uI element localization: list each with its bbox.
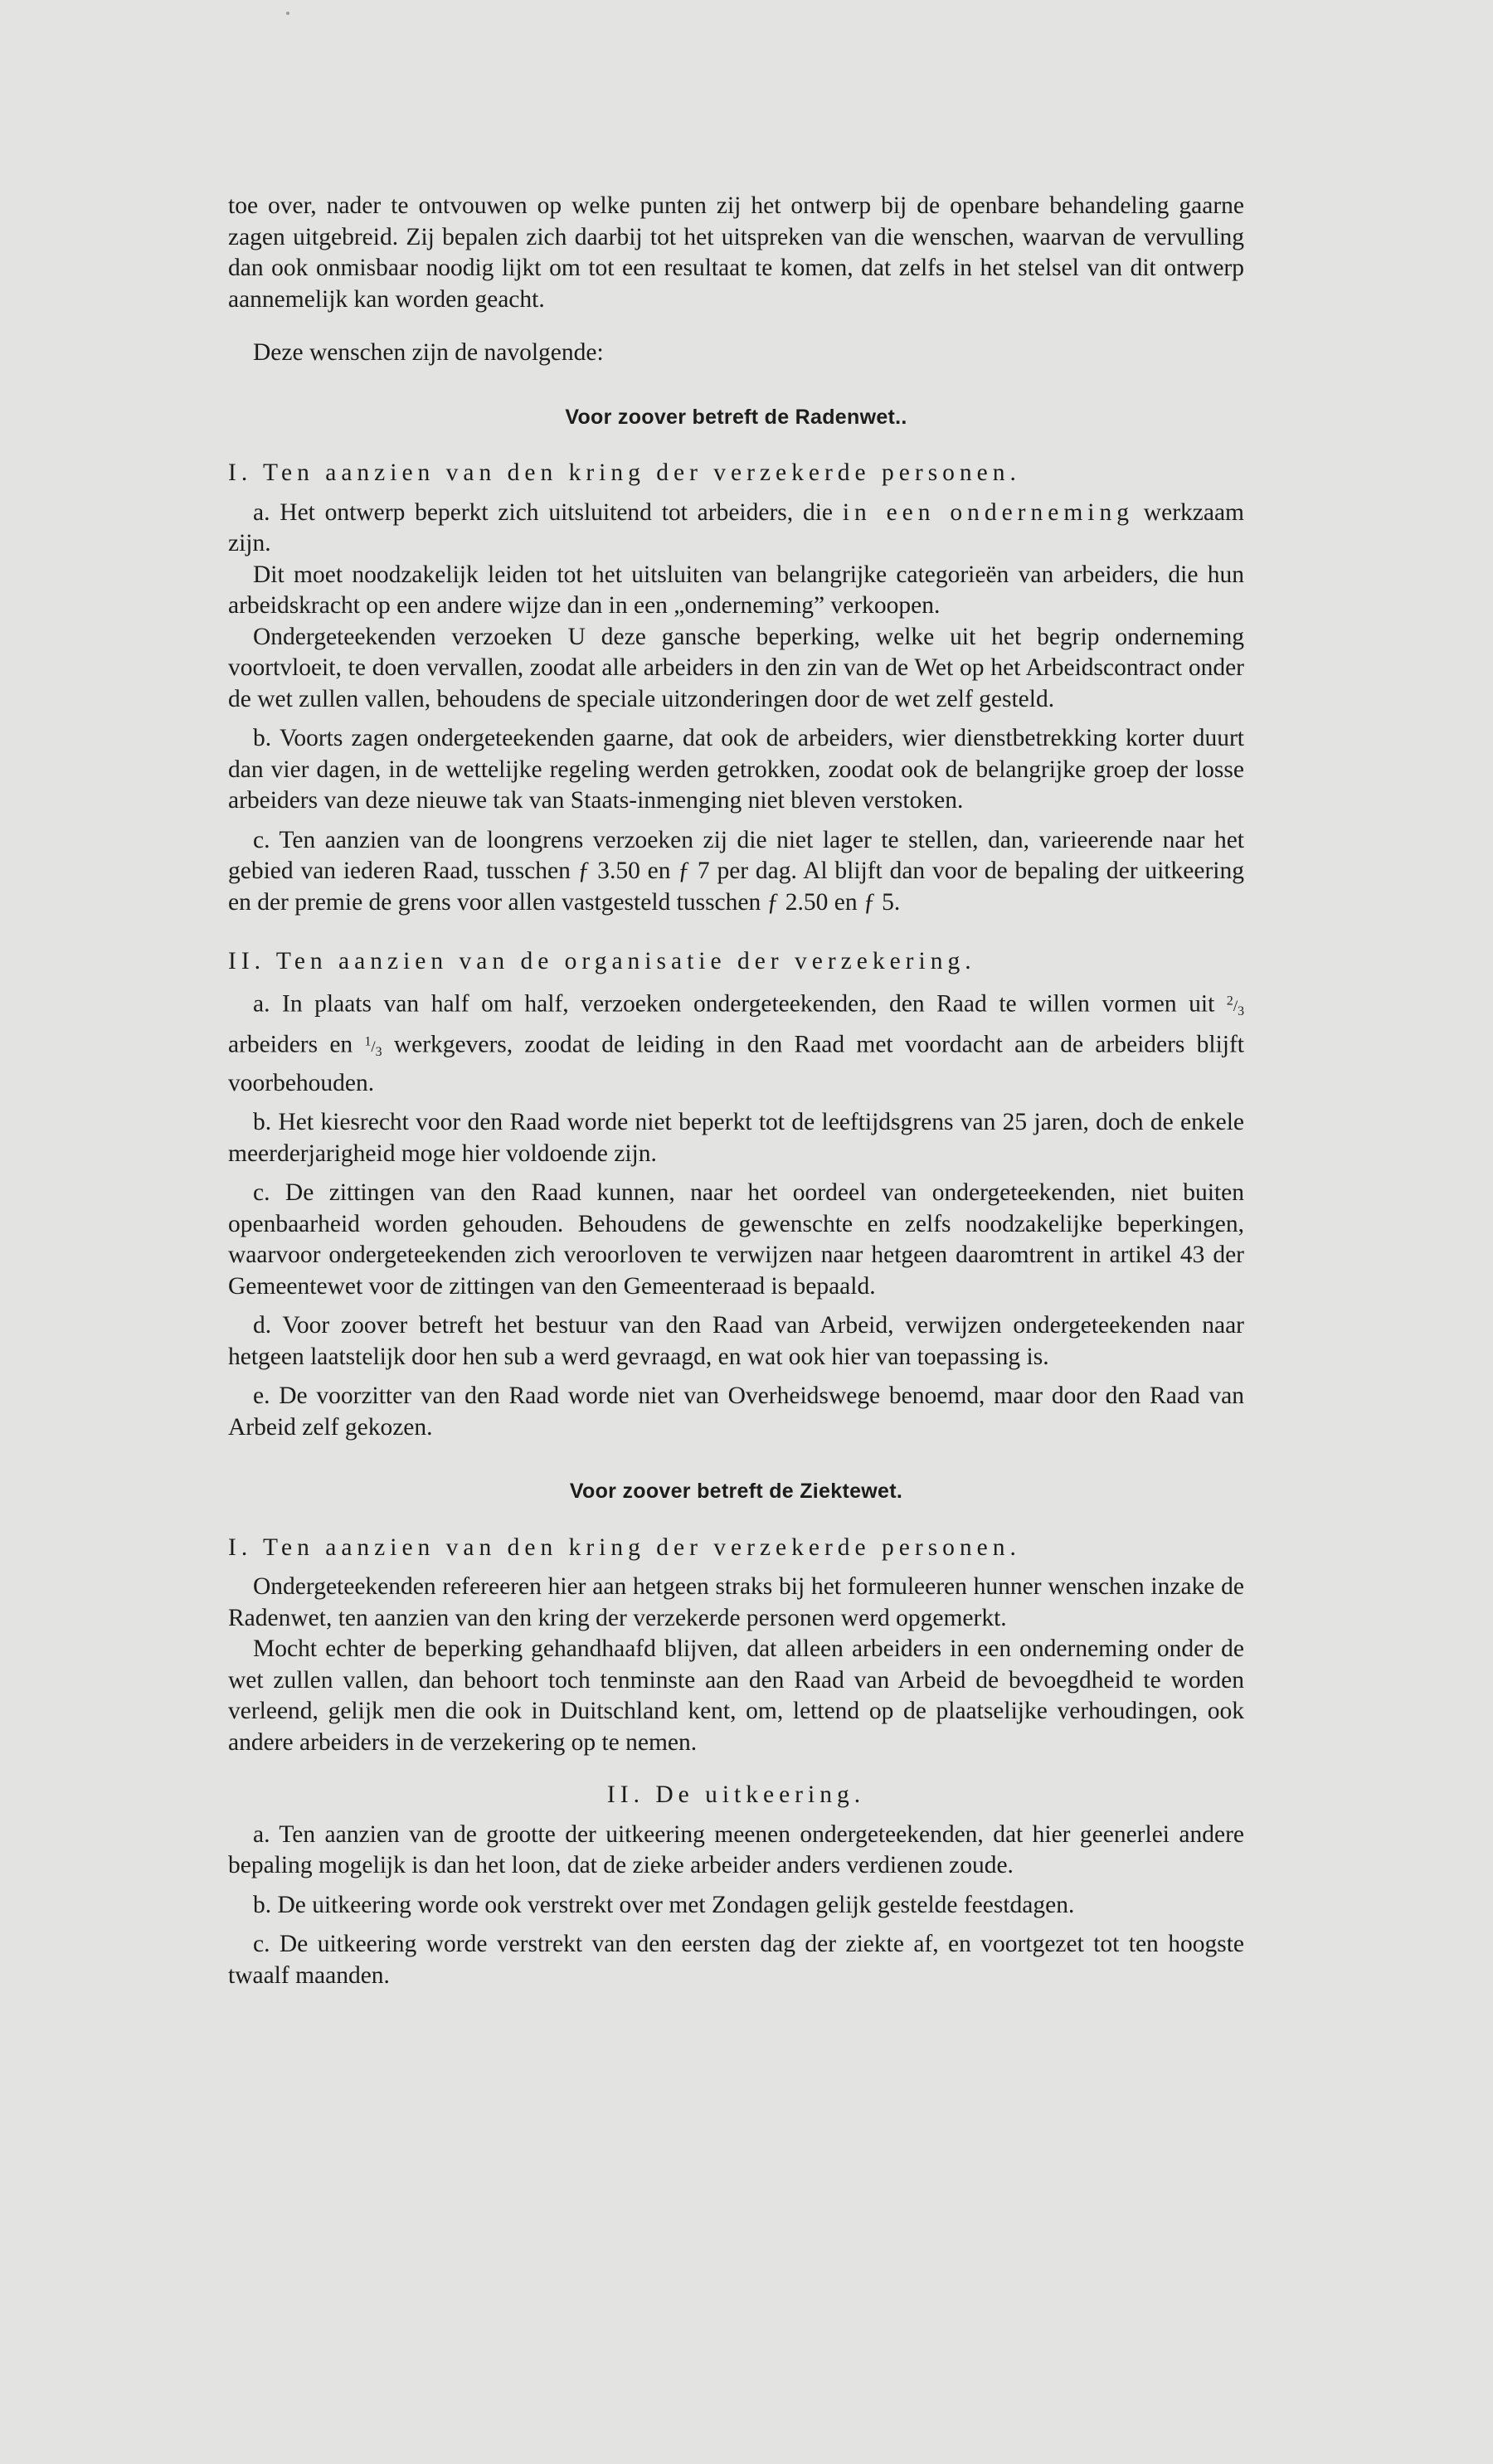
radenwet-s2-item-a	[228, 986, 1244, 1100]
radenwet-s1-item-a-p2: Dit moet noodzakelijk leiden tot het uitsluiten van belangrijke categorieën van arbeiders, die hun arbeidskracht op een andere wijze dan in een „onderneming” verkoopen.	[228, 561, 1244, 619]
intro-paragraph: toe over, nader te ontvouwen op welke punten zij het ontwerp bij de openbare behandeling gaarne zagen uitgebreid. Zij bepalen zich daarbij tot het uitspreken van die wenschen, waarvan de vervulling dan ook onmisbaar noodig lijkt om tot een resultaat te komen, dat zelfs in het stelsel van dit ontwerp aannemelijk kan worden geacht.	[228, 192, 1244, 313]
radenwet-s1-item-a-p3: Ondergeteekenden verzoeken U deze gansche beperking, welke uit het begrip onderneming voortvloeit, te doen vervallen, zoodat alle arbeiders in den zin van de Wet op het Arbeidscontract onder de wet zullen vallen, behoudens de speciale uitzonderingen door de wet zelf gesteld.	[228, 623, 1244, 712]
item-a-spaced: in een onderneming	[842, 498, 1134, 526]
wishes-intro: Deze wenschen zijn de navolgende:	[253, 339, 604, 366]
ziektewet-s2-item-c: c. De uitkeering worde verstrekt van den eersten dag der ziekte af, en voortgezet tot ten hoogste twaalf maanden.	[228, 1931, 1244, 1989]
fraction-numerator: 1	[364, 1035, 372, 1050]
item-a-tail: werkzaam zijn.	[228, 498, 1244, 556]
ziektewet-s2-item-a: a. Ten aanzien van de grootte der uitkeering meenen ondergeteekenden, dat hier geenerlei andere bepaling mogelijk is dan het loon, dat de zieke arbeider anders verdienen zoude.	[228, 1820, 1244, 1879]
radenwet-s1-item-a	[228, 498, 1244, 560]
radenwet-s2-item-c: c. De zittingen van den Raad kunnen, naar het oordeel van ondergeteekenden, niet buiten openbaarheid worden gehouden. Behoudens de gewenschte en zelfs noodzakelijke beperkingen, waarvoor ondergeteekenden zich veroorloven te verwijzen naar hetgeen daaromtrent in artikel 43 der Gemeentewet voor de zittingen van den Gemeenteraad is bepaald.	[228, 1179, 1244, 1300]
heading-radenwet: Voor zoover betreft de Radenwet..	[565, 405, 907, 429]
ziektewet-section-1-title: I. Ten aanzien van den kring der verzekerde personen.	[228, 1533, 1021, 1561]
ziektewet-s2-item-b: b. De uitkeering worde ook verstrekt over met Zondagen gelijk gestelde feestdagen.	[253, 1891, 1075, 1918]
ziektewet-s1-p2: Mocht echter de beperking gehandhaafd blijven, dat alleen arbeiders in een onderneming onder de wet zullen vallen, dan behoort toch tenminste aan den Raad van Arbeid de bevoegdheid te worden verleend, gelijk men die ook in Duitschland kent, om, lettend op de plaatselijke verhoudingen, ook andere arbeiders in de verzekering op te nemen.	[228, 1635, 1244, 1756]
heading-ziektewet: Voor zoover betreft de Ziektewet.	[569, 1480, 903, 1504]
s2-a-tail: werkgevers, zoodat de leiding in den Raad met voordacht aan de arbeiders blijft voorbehouden.	[228, 1031, 1245, 1096]
radenwet-s2-item-e: e. De voorzitter van den Raad worde niet van Overheidswege benoemd, maar door den Raad van Arbeid zelf gekozen.	[228, 1383, 1244, 1441]
ziektewet-s1-p1: Ondergeteekenden refereeren hier aan hetgeen straks bij het formuleeren hunner wenschen inzake de Radenwet, ten aanzien van den kring der verzekerde personen werd opgemerkt.	[228, 1573, 1244, 1631]
fraction-numerator: 2	[1226, 994, 1233, 1008]
radenwet-section-2-title: II. Ten aanzien van de organisatie der verzekering.	[228, 948, 976, 974]
item-a-text: a. Het ontwerp beperkt zich uitsluitend tot arbeiders, die	[253, 498, 834, 526]
fraction-denominator: 3	[375, 1045, 382, 1060]
s2-a-mid: arbeiders en	[228, 1031, 353, 1058]
radenwet-s2-item-d: d. Voor zoover betreft het bestuur van den Raad van Arbeid, verwijzen ondergeteekenden naar hetgeen laatstelijk door hen sub a werd gevraagd, en wat ook hier van toepassing is.	[228, 1312, 1244, 1370]
radenwet-s1-item-c: c. Ten aanzien van de loongrens verzoeken zij die niet lager te stellen, dan, varieerende naar het gebied van iederen Raad, tusschen ƒ 3.50 en ƒ 7 per dag. Al blijft dan voor de bepaling der uitkeering en der premie de grens voor allen vastgesteld tusschen ƒ 2.50 en ƒ 5.	[228, 826, 1244, 916]
radenwet-section-1-title: I. Ten aanzien van den kring der verzekerde personen.	[228, 459, 1021, 486]
radenwet-s1-item-b: b. Voorts zagen ondergeteekenden gaarne, dat ook de arbeiders, wier dienstbetrekking korter duurt dan vier dagen, in de wettelijke regeling werden getrokken, zoodat ook de belangrijke groep der losse arbeiders van deze nieuwe tak van Staats-inmenging niet bleven verstoken.	[228, 725, 1244, 814]
radenwet-s2-item-b: b. Het kiesrecht voor den Raad worde niet beperkt tot de leeftijdsgrens van 25 jaren, doch de enkele meerderjarigheid moge hier voldoende zijn.	[228, 1109, 1244, 1167]
fraction-two-thirds: $^2/_3$	[1226, 994, 1245, 1018]
ziektewet-section-2-title: II. De uitkeering.	[606, 1781, 866, 1809]
scan-speck	[286, 12, 289, 15]
fraction-one-third: $^1/_3$	[364, 1035, 382, 1060]
fraction-denominator: 3	[1238, 1004, 1245, 1018]
s2-a-text: a. In plaats van half om half, verzoeken ondergeteekenden, den Raad te willen vormen uit	[253, 989, 1215, 1017]
